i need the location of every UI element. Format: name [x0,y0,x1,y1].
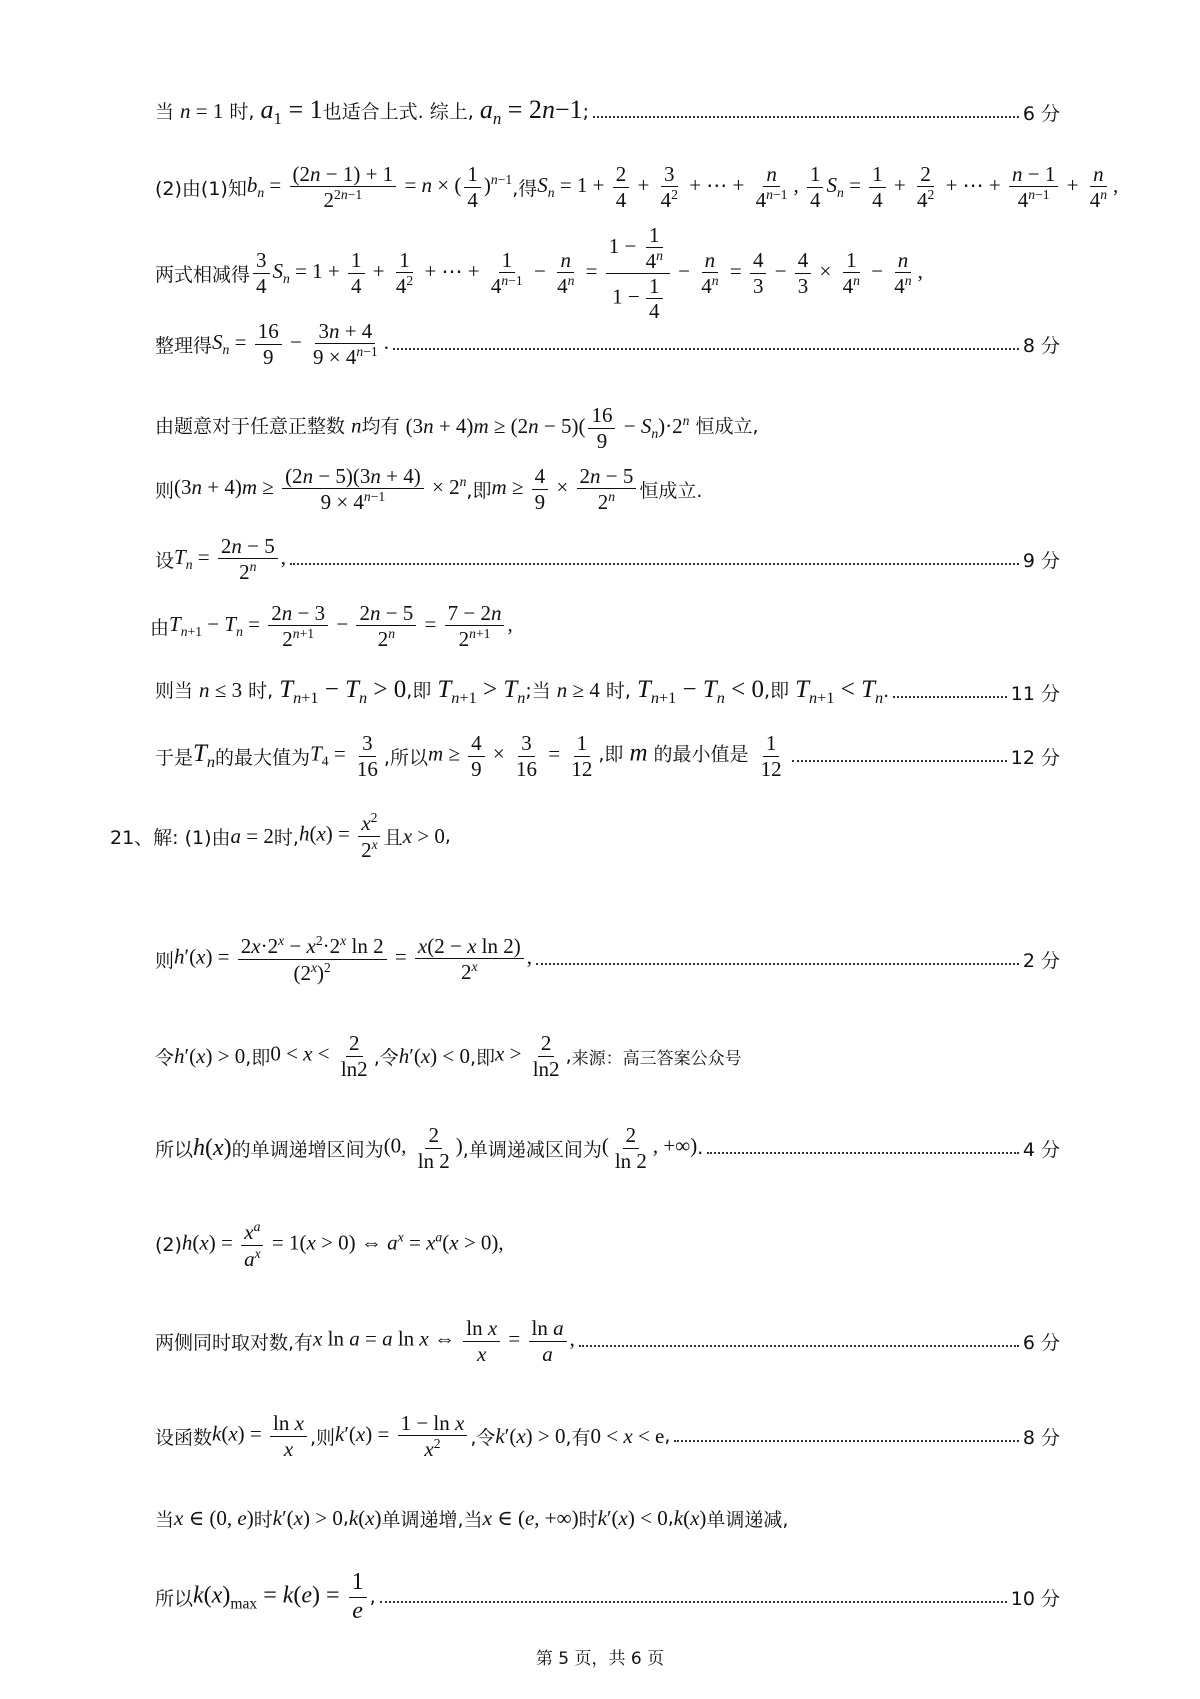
solution-line-4: 整理得 $S_n$ = $\frac{16}{9}$ − $\frac{3n + 4}{9 \times 4^{n-1}}$ . 8 分 [155,318,1060,369]
dot-leader [792,760,1007,762]
line-lead-text: (2)由(1)知 [155,177,247,200]
solution-line-16: 两侧同时取对数,有 x ln a = a ln x ⇔ $\frac{\text{ln x}}{x}$ = $\frac{\text{ln a}}{a}$ , 6 分 [155,1316,1060,1366]
solution-line-17: 设函数 k(x) = $\frac{\text{ln x}}{x}$ ,则 k′(x) = $\frac{\text{1 − ln x}}{x^2}$ ,令 k′(x) > 0 ,有 0 < x < e , 8 分 [155,1410,1060,1461]
solution-line-14: 所以 h(x) 的单调递增区间为 (0, $\frac{2}{\ln 2}$ ) ,单调递减区间为 ( $\frac{2}{\ln 2}$ , +∞) . 4 分 [155,1123,1060,1173]
solution-line-19: 所以 $k(x)_{max} = k(e)$ = $\frac{1}{e}$ , 10 分 [155,1568,1060,1624]
line-lead-text: (2) [155,1234,182,1256]
line-lead-text: 设函数 [155,1426,213,1449]
solution-line-13: 令 h′(x) > 0 ,即 0 < x < $\frac{2}{\ln 2}$ ,令 h′(x) < 0 ,即 x > $\frac{2}{\ln 2}$ , 来源：高三答案公众号 [155,1031,742,1081]
dot-leader [536,963,1019,965]
dot-leader [290,563,1019,565]
solution-line-7: 设 $T_n$ = $\frac{2n - 5}{2^n}$ , 9 分 [155,533,1060,584]
score-label: 9 分 [1022,549,1060,572]
score-label: 2 分 [1022,949,1060,972]
line-lead-text: 由 [150,616,170,639]
line-lead-text: 设 [155,549,175,572]
dot-leader [579,1345,1019,1347]
score-label: 12 分 [1010,746,1060,769]
solution-line-2: (2)由(1)知 $b_n$ = $\frac{(2n - 1) + 1}{2^{2n-1}}$ = n × ( $\frac{1}{4}$ )$^{n-1}$ ,得 $S_n = 1$ + $\frac{2}{4}$ + $\frac{3}{4^2}$ + ⋯ + $\frac{n}{4^{n-1}}$ , $\frac{1}{4}$ $S_n$ = $\frac{1}{4}$ + $\frac{2}{4^2}$ + ⋯ + $\frac{n - 1}{4^{n-1}}$ + $\frac{n}{4^n}$ , [155,161,1119,212]
score-label: 4 分 [1022,1138,1060,1161]
line-lead-text: 21、解: (1)由 [110,826,231,849]
solution-line-1: 当 n = 1 时, $a_1 = 1$也适合上式. 综上, $a_n = 2n-1$; 6 分 [155,94,1060,129]
line-lead-text: 于是 [155,746,194,769]
solution-line-8: 由 $T_{n+1} - T_n$ = $\frac{2n - 3}{2^{n+1}}$ − $\frac{2n - 5}{2^n}$ = $\frac{7 - 2n}{2^{n+1}}$ , [150,600,513,651]
solution-line-6: 则 (3n + 4)m ≥ $\frac{(2n - 5)(3n + 4)}{9 \times 4^{n-1}}$ × $2^n$ ,即 m ≥ $\frac{4}{9}$ × $\frac{2n - 5}{2^n}$ 恒成立. [155,463,703,514]
dot-leader [593,116,1019,118]
solution-line-12: 则 h′(x) = $\frac{2x\cdot 2^x - x^2\cdot 2^x \ln 2}{(2^x)^2}$ = $\frac{\text{x(2 − x ln 2)}}{2^x}$ , 2 分 [155,933,1060,985]
solution-line-3: 两式相减得 $\frac{3}{4}$ $S_n = 1$ + $\frac{1}{4}$ + $\frac{1}{4^2}$ + ⋯ + $\frac{1}{4^{n-1}}$ − $\frac{n}{4^n}$ = 1 − $\frac{1}{4^n}$ 1 − $\frac{1}{4}$ − $\frac{n}{4^n}$ = $\frac{4}{3}$ − $\frac{4}{3}$ × $\frac{1}{4^n}$ − $\frac{n}{4^n}$ , [155,222,923,324]
line-lead-text: 所以 [155,1138,194,1161]
line-lead-text: 整理得 [155,334,213,357]
score-label: 10 分 [1010,1587,1060,1610]
solution-line-10: 于是 $T_n$ 的最大值为 $T_4$ = $\frac{3}{16}$ ,所以 m ≥ $\frac{4}{9}$ × $\frac{3}{16}$ = $\frac{1}{12}$ ,即 m 的最小值是 $\frac{1}{12}$ 12 分 [155,731,1060,781]
score-label: 6 分 [1022,1331,1060,1354]
score-label: 8 分 [1022,1426,1060,1449]
line-lead-text: 则 [155,949,175,972]
source-note: 来源：高三答案公众号 [571,1048,742,1069]
line-lead-text: 则 [155,479,175,502]
dot-leader [393,348,1019,350]
dot-leader [893,696,1007,698]
solution-line-15: (2) h(x) = $\frac{x^a}{a^x}$ = 1(x > 0) ⇔ $a^x = x^a(x > 0)$, [155,1219,504,1271]
line-lead-text: 两侧同时取对数,有 [155,1331,314,1354]
solution-line-11: 21、解: (1)由 a = 2 时, h(x) = $\frac{x^2}{2^x}$ 且 x > 0 , [110,810,451,862]
solution-line-9: 则当 n ≤ 3 时, $T_{n+1} - T_n > 0$,即 $T_{n+1} > T_n$;当 n ≥ 4 时, $T_{n+1} - T_n < 0$,即 $T_{n+1} < T_n$. 11 分 [155,676,1060,707]
score-label: 6 分 [1022,102,1060,125]
line-lead-text: 所以 [155,1587,194,1610]
line-lead-text: 令 [155,1046,175,1069]
score-label: 8 分 [1022,334,1060,357]
line-lead-text: 两式相减得 [155,263,251,286]
dot-leader [707,1152,1019,1154]
solution-line-5: 由题意对于任意正整数 n均有 (3n + 4)m ≥ (2n − 5)( $\frac{16}{9}$ − $S_n)\cdot 2^n$ 恒成立, [155,403,759,453]
solution-line-18: 当 x ∈ (0, e) 时 k′(x) > 0 , k(x) 单调递增,当 x ∈ (e, +∞) 时 k′(x) < 0 , k(x) 单调递减, [155,1505,789,1531]
page-footer: 第 5 页，共 6 页 [535,1649,665,1669]
score-label: 11 分 [1010,682,1060,705]
dot-leader [380,1601,1007,1603]
dot-leader [674,1440,1018,1442]
line-lead-text: 当 [155,1508,175,1531]
